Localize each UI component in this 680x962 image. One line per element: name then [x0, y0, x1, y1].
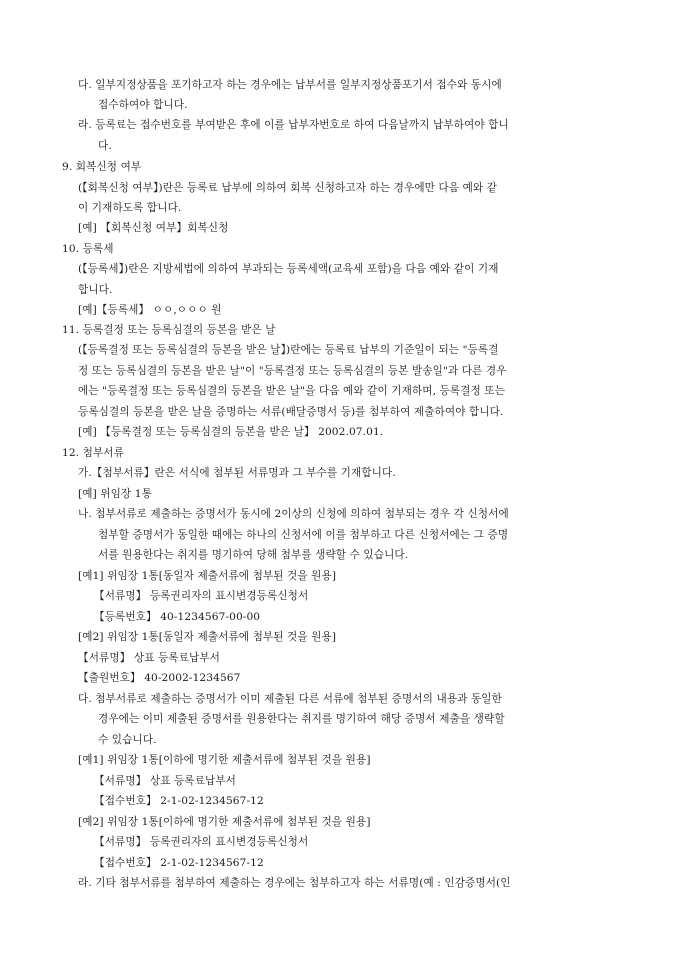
item-da2-example-1-number: 【접수번호】 2-1-02-1234567-12: [94, 795, 264, 807]
section-11-text-1: (【등록결정 또는 등록심결의 등본을 받은 날】)란에는 등록료 납부의 기준일이 되는 "등록결: [78, 344, 499, 356]
section-9-text-2: 이 기재하도록 합니다.: [78, 202, 182, 214]
item-da2-example-1-doc: 【서류명】 상표 등록료납부서: [94, 775, 236, 787]
item-ga-example: [예] 위임장 1통: [78, 488, 152, 500]
section-11-text-2: 정 또는 등록심결의 등본을 받은 날"이 "등록결정 또는 등록심결의 등본 발송일"과 다른 경우: [78, 365, 507, 377]
item-da2-example-1: [예1] 위임장 1통[이하에 명기한 제출서류에 첨부된 것을 원용]: [78, 754, 371, 766]
item-na-example-1-doc: 【서류명】 등록권리자의 표시변경등록신청서: [94, 590, 309, 602]
item-na-example-2-number: 【출원번호】 40-2002-1234567: [78, 672, 241, 684]
section-9-heading: 9. 회복신청 여부: [62, 161, 142, 173]
item-da2-example-2: [예2] 위임장 1통[이하에 명기한 제출서류에 첨부된 것을 원용]: [78, 816, 371, 828]
item-na-example-1: [예1] 위임장 1통[동일자 제출서류에 첨부된 것을 원용]: [78, 570, 337, 582]
section-9-example: [예] 【회복신청 여부】회복신청: [78, 222, 229, 234]
section-9-text-1: (【회복신청 여부】)란은 등록료 납부에 의하여 회복 신청하고자 하는 경우에만 다음 예와 같: [78, 182, 498, 194]
section-11-text-3: 에는 "등록결정 또는 등록심결의 등본을 받은 날"을 다음 예와 같이 기재하며, 등록결정 또는: [78, 385, 506, 397]
section-11-example: [예] 【등록결정 또는 등록심결의 등본을 받은 날】 2002.07.01.: [78, 426, 384, 438]
item-na-line-2: 첨부할 증명서가 동일한 때에는 하나의 신청서에 이를 첨부하고 다른 신청서에는 그 증명: [98, 529, 509, 541]
section-10-example: [예]【등록세】 ㅇㅇ,ㅇㅇㅇ 원: [78, 304, 222, 316]
section-12-heading: 12. 첨부서류: [62, 447, 124, 459]
item-na-example-2-doc: 【서류명】 상표 등록료납부서: [78, 652, 220, 664]
item-ra2-line-1: 라. 기타 첨부서류를 첨부하여 제출하는 경우에는 첨부하고자 하는 서류명(예 : 인감증명서(인: [78, 877, 511, 889]
item-da2-line-2: 경우에는 이미 제출된 증명서를 원용한다는 취지를 명기하여 해당 증명서 제출을 생략할: [98, 713, 505, 725]
item-na-example-2: [예2] 위임장 1통[동일자 제출서류에 첨부된 것을 원용]: [78, 631, 337, 643]
item-da2-example-2-number: 【접수번호】 2-1-02-1234567-12: [94, 857, 264, 869]
section-10-text-1: (【등록세】)란은 지방세법에 의하여 부과되는 등록세액(교육세 포함)을 다음 예와 같이 기재: [78, 263, 499, 275]
item-da-line-1: 다. 일부지정상품을 포기하고자 하는 경우에는 납부서를 일부지정상품포기서 접수와 동시에: [78, 79, 502, 91]
section-11-heading: 11. 등록결정 또는 등록심결의 등본을 받은 날: [62, 324, 276, 336]
item-ga-text: 가.【첨부서류】란은 서식에 첨부된 서류명과 그 부수를 기재합니다.: [78, 467, 396, 479]
section-11-text-4: 등록심결의 등본을 받은 날을 증명하는 서류(배달증명서 등)를 첨부하여 제출하여야 합니다.: [78, 406, 504, 418]
item-ra-line-2: 다.: [98, 140, 112, 152]
item-da2-line-3: 수 있습니다.: [98, 734, 157, 746]
section-10-text-2: 합니다.: [78, 284, 113, 296]
item-na-line-1: 나. 첨부서류로 제출하는 증명서가 동시에 2이상의 신청에 의하여 첨부되는 경우 각 신청서에: [78, 508, 509, 520]
item-da2-example-2-doc: 【서류명】 등록권리자의 표시변경등록신청서: [94, 836, 309, 848]
item-da2-line-1: 다. 첨부서류로 제출하는 증명서가 이미 제출된 다른 서류에 첨부된 증명서의 내용과 동일한: [78, 693, 502, 705]
item-na-line-3: 서를 원용한다는 취지를 명기하여 당해 첨부를 생략할 수 있습니다.: [98, 549, 409, 561]
section-10-heading: 10. 등록세: [62, 243, 114, 255]
item-da-line-2: 접수하여야 합니다.: [98, 99, 188, 111]
item-ra-line-1: 라. 등록료는 접수번호를 부여받은 후에 이를 납부자번호로 하여 다음날까지 납부하여야 합니: [78, 119, 509, 131]
item-na-example-1-number: 【등록번호】 40-1234567-00-00: [94, 611, 261, 623]
